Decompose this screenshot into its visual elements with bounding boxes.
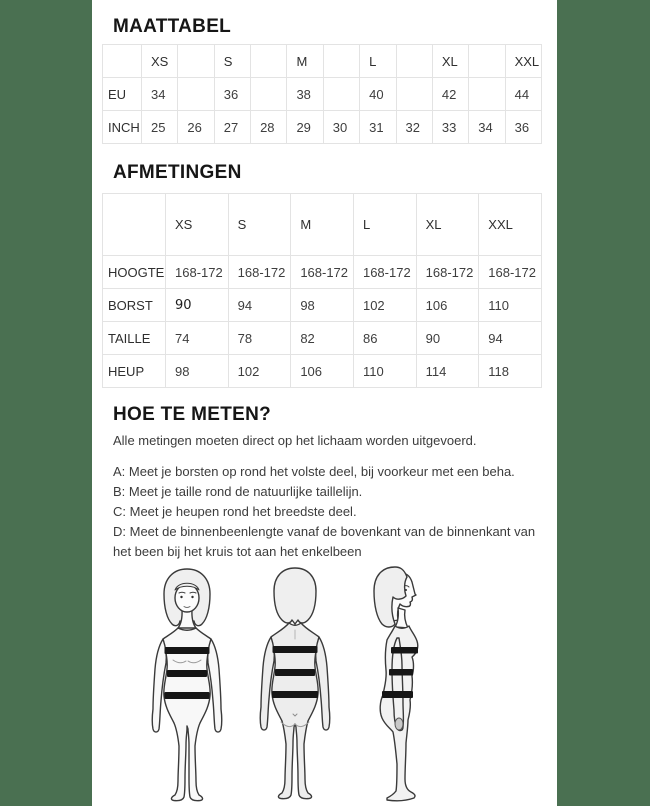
value-cell: 90 bbox=[416, 322, 479, 355]
size-header-cell bbox=[323, 45, 359, 78]
size-header-cell: S bbox=[214, 45, 250, 78]
value-cell: 168-172 bbox=[291, 256, 354, 289]
value-cell: 102 bbox=[228, 355, 291, 388]
size-header-cell: M bbox=[291, 194, 354, 256]
female-figure-back-icon bbox=[256, 564, 334, 802]
size-header-cell: XS bbox=[142, 45, 178, 78]
hoe-te-meten-title: HOE TE METEN? bbox=[113, 404, 272, 425]
row-label-cell: HOOGTE bbox=[103, 256, 166, 289]
value-cell: 106 bbox=[291, 355, 354, 388]
value-cell: 27 bbox=[214, 111, 250, 144]
value-cell: 42 bbox=[432, 78, 468, 111]
size-header-cell: M bbox=[287, 45, 323, 78]
female-figure-front-icon bbox=[134, 564, 240, 802]
corner-cell bbox=[103, 45, 142, 78]
row-label-cell: INCH bbox=[103, 111, 142, 144]
measure-instruction-line: A: Meet je borsten op rond het volste deel, bij voorkeur met een beha. bbox=[113, 464, 515, 479]
size-header-cell: XXL bbox=[479, 194, 542, 256]
value-cell: 168-172 bbox=[353, 256, 416, 289]
value-cell bbox=[396, 78, 432, 111]
value-cell: 168-172 bbox=[228, 256, 291, 289]
value-cell: 168-172 bbox=[416, 256, 479, 289]
table-row bbox=[103, 322, 542, 355]
value-cell: 82 bbox=[291, 322, 354, 355]
table-row bbox=[103, 289, 542, 322]
value-cell: 29 bbox=[287, 111, 323, 144]
value-cell: 74 bbox=[166, 322, 229, 355]
row-label-cell: HEUP bbox=[103, 355, 166, 388]
value-cell: 38 bbox=[287, 78, 323, 111]
value-cell: 94 bbox=[479, 322, 542, 355]
value-cell: 94 bbox=[228, 289, 291, 322]
size-header-cell: S bbox=[228, 194, 291, 256]
size-header-cell: XXL bbox=[505, 45, 541, 78]
value-cell: 98 bbox=[291, 289, 354, 322]
value-cell: 40 bbox=[360, 78, 396, 111]
table-row bbox=[103, 111, 542, 144]
value-cell: 90 bbox=[166, 289, 229, 322]
value-cell: 36 bbox=[214, 78, 250, 111]
value-cell: 44 bbox=[505, 78, 541, 111]
female-figure-side-icon bbox=[348, 564, 434, 802]
value-cell: 86 bbox=[353, 322, 416, 355]
size-header-cell bbox=[396, 45, 432, 78]
measure-instructions bbox=[113, 462, 545, 562]
row-label-cell: EU bbox=[103, 78, 142, 111]
value-cell bbox=[251, 78, 287, 111]
measure-intro: Alle metingen moeten direct op het lichaam worden uitgevoerd. bbox=[113, 433, 477, 448]
value-cell: 36 bbox=[505, 111, 541, 144]
body-figures bbox=[134, 562, 494, 802]
row-label-cell: TAILLE bbox=[103, 322, 166, 355]
measure-instruction-line: B: Meet je taille rond de natuurlijke taillelijn. bbox=[113, 484, 363, 499]
afmetingen-title: AFMETINGEN bbox=[113, 162, 242, 183]
value-cell: 102 bbox=[353, 289, 416, 322]
table-row bbox=[103, 78, 542, 111]
value-cell: 110 bbox=[479, 289, 542, 322]
value-cell: 26 bbox=[178, 111, 214, 144]
value-cell: 78 bbox=[228, 322, 291, 355]
maattabel-title: MAATTABEL bbox=[113, 16, 232, 37]
value-cell: 34 bbox=[142, 78, 178, 111]
value-cell bbox=[469, 78, 505, 111]
value-cell: 34 bbox=[469, 111, 505, 144]
value-cell: 31 bbox=[360, 111, 396, 144]
value-cell: 98 bbox=[166, 355, 229, 388]
size-header-cell bbox=[469, 45, 505, 78]
size-header-cell: XS bbox=[166, 194, 229, 256]
table-row bbox=[103, 256, 542, 289]
measure-instruction-line: C: Meet je heupen rond het breedste deel. bbox=[113, 504, 357, 519]
size-header-cell: L bbox=[353, 194, 416, 256]
size-guide-panel bbox=[92, 0, 557, 806]
corner-cell bbox=[103, 194, 166, 256]
value-cell: 114 bbox=[416, 355, 479, 388]
size-header-cell: XL bbox=[432, 45, 468, 78]
value-cell: 33 bbox=[432, 111, 468, 144]
value-cell: 32 bbox=[396, 111, 432, 144]
value-cell: 110 bbox=[353, 355, 416, 388]
size-header-cell bbox=[251, 45, 287, 78]
value-cell: 118 bbox=[479, 355, 542, 388]
value-cell: 168-172 bbox=[479, 256, 542, 289]
size-header-cell: L bbox=[360, 45, 396, 78]
value-cell: 106 bbox=[416, 289, 479, 322]
size-conversion-table bbox=[102, 44, 542, 144]
size-header-cell: XL bbox=[416, 194, 479, 256]
size-header-cell bbox=[178, 45, 214, 78]
value-cell: 25 bbox=[142, 111, 178, 144]
table-row bbox=[103, 355, 542, 388]
row-label-cell: BORST bbox=[103, 289, 166, 322]
measurements-table bbox=[102, 193, 542, 388]
measure-instruction-line: D: Meet de binnenbeenlengte vanaf de bovenkant van de binnenkant van het been bij het kruis tot aan het enkelbeen bbox=[113, 524, 536, 559]
value-cell: 28 bbox=[251, 111, 287, 144]
value-cell bbox=[178, 78, 214, 111]
value-cell: 168-172 bbox=[166, 256, 229, 289]
value-cell bbox=[323, 78, 359, 111]
value-cell: 30 bbox=[323, 111, 359, 144]
